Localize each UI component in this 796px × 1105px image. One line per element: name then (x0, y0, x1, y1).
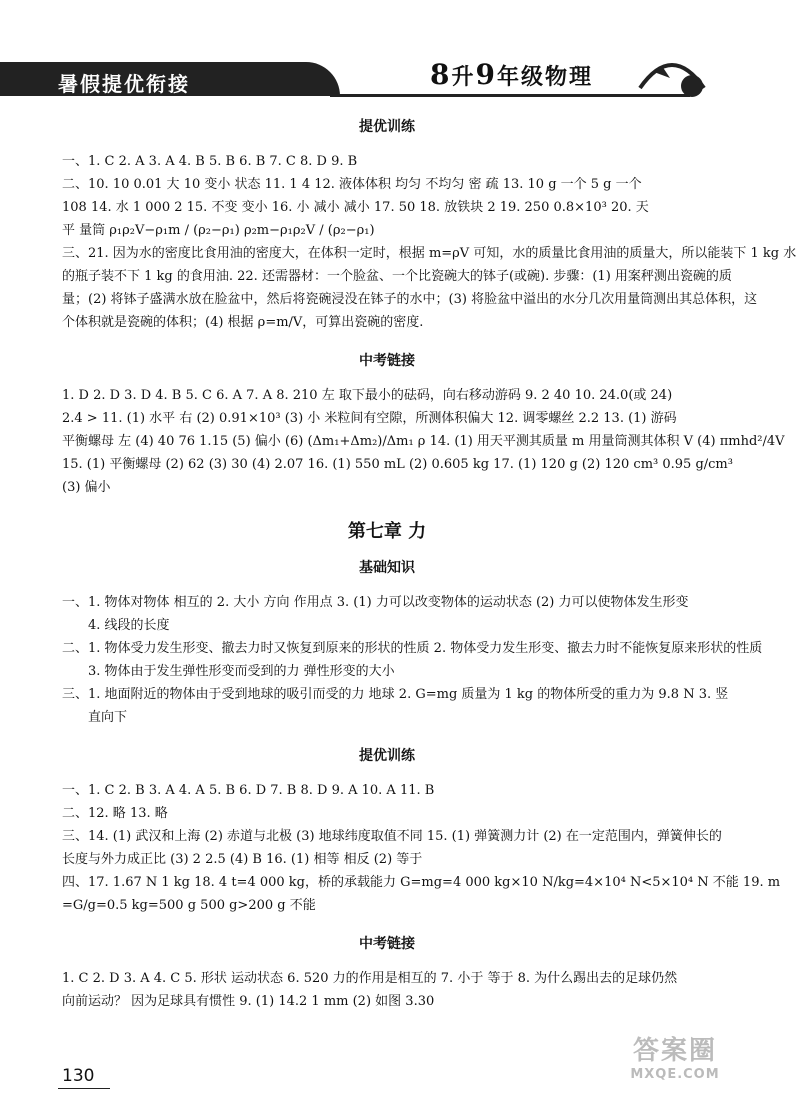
answer-line: 15. (1) 平衡螺母 (2) 62 (3) 30 (4) 2.07 16. (1) 550 mL (2) 0.605 kg 17. (1) 120 g (2) 120 cm³ 0.95 g/cm³ (62, 457, 733, 472)
answer-line: 一、1. C 2. B 3. A 4. A 5. B 6. D 7. B 8. D 9. A 10. A 11. B (62, 783, 435, 798)
section-title: 提优训练 (359, 748, 415, 764)
answer-line: 三、21. 因为水的密度比食用油的密度大，在体积一定时，根据 m=ρV 可知，水的质量比食用油的质量大，所以能装下 1 kg 水 (62, 246, 796, 261)
answer-line: 二、1. 物体受力发生形变、撤去力时又恢复到原来的形状的性质 2. 物体受力发生形变、撤去力时不能恢复原来形状的性质 (62, 641, 763, 656)
section-title: 基础知识 (359, 560, 415, 576)
answer-line: 个体积就是瓷碗的体积；(4) 根据 ρ=m/V，可算出瓷碗的密度. (62, 315, 424, 330)
answer-line: 3. 物体由于发生弹性形变而受到的力 弹性形变的大小 (88, 664, 395, 679)
answer-line: 量；(2) 将钵子盛满水放在脸盆中，然后将瓷碗浸没在钵子的水中；(3) 将脸盆中溢出的水分几次用量筒测出其总体积，这 (62, 292, 758, 307)
section-title: 中考链接 (359, 936, 415, 952)
watermark-title: 答案圈 (632, 1036, 717, 1066)
answer-line: 直向下 (88, 710, 128, 725)
answer-line: 二、10. 10 0.01 大 10 变小 状态 11. 1 4 12. 液体体积 均匀 不均匀 密 疏 13. 10 g 一个 5 g 一个 (62, 177, 642, 192)
answer-line: 2.4 > 11. (1) 水平 右 (2) 0.91×10³ (3) 小 米粒间有空隙，所测体积偏大 12. 调零螺丝 2.2 13. (1) 游码 (62, 411, 677, 426)
answer-line: 长度与外力成正比 (3) 2 2.5 (4) B 16. (1) 相等 相反 (2) 等于 (62, 852, 423, 867)
answer-line: 1. C 2. D 3. A 4. C 5. 形状 运动状态 6. 520 力的作用是相互的 7. 小于 等于 8. 为什么踢出去的足球仍然 (62, 971, 678, 986)
answer-line: 108 14. 水 1 000 2 15. 不变 变小 16. 小 减小 减小 17. 50 18. 放铁块 2 19. 250 0.8×10³ 20. 天 (62, 200, 649, 215)
answer-line: 一、1. C 2. A 3. A 4. B 5. B 6. B 7. C 8. D 9. B (62, 154, 358, 169)
header-logo-icon (636, 48, 708, 98)
page-header (0, 0, 750, 100)
header-left-title: 暑假提优衔接 (58, 72, 190, 96)
header-subject: 年级物理 (496, 64, 593, 90)
answer-line: 二、12. 略 13. 略 (62, 806, 168, 821)
answer-line: 的瓶子装不下 1 kg 的食用油. 22. 还需器材：一个脸盆、一个比瓷碗大的钵子(或碗). 步骤：(1) 用案秤测出瓷碗的质 (62, 269, 732, 284)
watermark-url: MXQE.COM (630, 1067, 720, 1082)
chapter-title: 第七章 力 (347, 521, 427, 542)
header-right-title (430, 58, 593, 91)
header-grade-to: 9 (475, 58, 497, 91)
answer-line: 4. 线段的长度 (88, 618, 170, 633)
header-grade-mid: 升 (451, 64, 476, 90)
answer-line: 三、14. (1) 武汉和上海 (2) 赤道与北极 (3) 地球纬度取值不同 15. (1) 弹簧测力计 (2) 在一定范围内，弹簧伸长的 (62, 829, 722, 844)
answer-line: 平衡螺母 左 (4) 40 76 1.15 (5) 偏小 (6) (Δm₁+Δm₂)/Δm₁ ρ 14. (1) 用天平测其质量 m 用量筒测其体积 V (4) πmhd²/4V (62, 434, 785, 449)
answer-line: 一、1. 物体对物体 相互的 2. 大小 方向 作用点 3. (1) 力可以改变物体的运动状态 (2) 力可以使物体发生形变 (62, 595, 689, 610)
answer-line: 平 量筒 ρ₁ρ₂V−ρ₁m / (ρ₂−ρ₁) ρ₂m−ρ₁ρ₂V / (ρ₂−ρ₁) (62, 223, 375, 238)
header-grade-from: 8 (430, 58, 452, 91)
section-title: 中考链接 (359, 353, 415, 369)
answer-line: 三、1. 地面附近的物体由于受到地球的吸引而受的力 地球 2. G=mg 质量为 1 kg 的物体所受的重力为 9.8 N 3. 竖 (62, 687, 729, 702)
answer-line: (3) 偏小 (62, 480, 111, 495)
answer-line: =G/g=0.5 kg=500 g 500 g>200 g 不能 (62, 898, 316, 913)
answer-line: 四、17. 1.67 N 1 kg 18. 4 t=4 000 kg，桥的承载能力 G=mg=4 000 kg×10 N/kg=4×10⁴ N<5×10⁴ N 不能 19. m (62, 875, 781, 890)
section-title: 提优训练 (359, 119, 415, 135)
answer-line: 向前运动？ 因为足球具有惯性 9. (1) 14.2 1 mm (2) 如图 3.30 (62, 994, 435, 1009)
page-number-rule (58, 1088, 110, 1089)
answer-line: 1. D 2. D 3. D 4. B 5. C 6. A 7. A 8. 210 左 取下最小的砝码，向右移动游码 9. 2 40 10. 24.0(或 24) (62, 388, 673, 403)
watermark (612, 1030, 738, 1094)
answer-content (62, 108, 796, 1013)
page-number: 130 (62, 1066, 95, 1086)
